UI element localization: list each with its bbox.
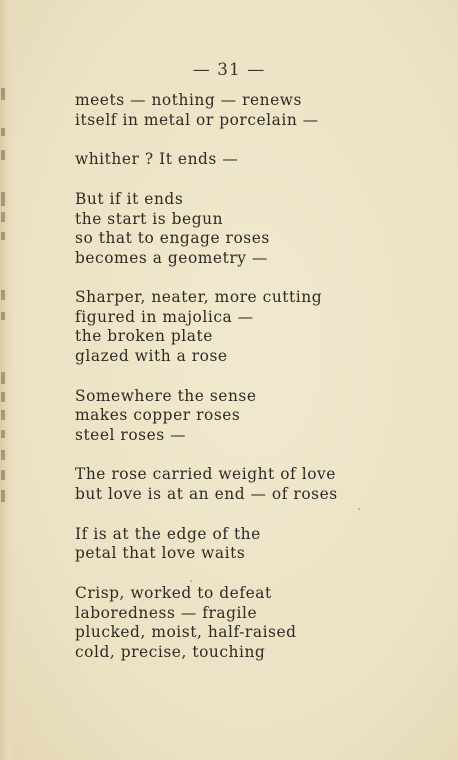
poem-line: so that to engage roses (75, 229, 270, 248)
gutter-bleed-mark (1, 490, 5, 502)
stanza (75, 465, 435, 504)
gutter-bleed-mark (1, 470, 5, 480)
gutter-bleed-mark (1, 430, 5, 438)
poem-line: Crisp, worked to defeat (75, 584, 272, 603)
gutter-bleed-mark (1, 212, 5, 222)
gutter-bleed-mark (1, 372, 5, 384)
gutter-bleed-mark (1, 88, 5, 100)
gutter-bleed-mark (1, 192, 5, 206)
poem-line: itself in metal or porcelain — (75, 110, 319, 129)
gutter-bleed-mark (1, 232, 5, 240)
poem-line: Sharper, neater, more cutting (75, 288, 323, 307)
stanza (75, 525, 435, 564)
poem (75, 91, 435, 682)
gutter-bleed-mark (1, 392, 5, 402)
page-number: — 31 — (192, 60, 266, 80)
stanza (75, 190, 435, 268)
poem-line: petal that love waits (75, 544, 246, 563)
gutter-bleed-mark (1, 312, 5, 320)
poem-line: cold, precise, touching (75, 642, 266, 661)
poem-line: figured in majolica — (75, 307, 254, 326)
stanza (75, 387, 435, 446)
poem-line: glazed with a rose (75, 346, 228, 365)
gutter-bleed-mark (1, 290, 5, 300)
poem-line: but love is at an end — of roses (75, 484, 338, 503)
poem-line: meets — nothing — renews (75, 91, 302, 109)
poem-line: plucked, moist, half-raised (75, 623, 297, 642)
poem-line: whither ? It ends — (75, 150, 239, 169)
poem-line: If is at the edge of the (75, 524, 261, 543)
poem-line: But if it ends (75, 190, 184, 209)
stanza (75, 584, 435, 662)
gutter-bleed-mark (1, 450, 5, 460)
page-gutter (0, 0, 14, 760)
poem-line: the broken plate (75, 327, 213, 346)
poem-line: The rose carried weight of love (75, 465, 336, 484)
poem-line: laboredness — fragile (75, 603, 258, 622)
poem-line: becomes a geometry — (75, 248, 268, 267)
gutter-bleed-mark (1, 410, 5, 420)
poem-line: the start is begun (75, 209, 224, 228)
gutter-bleed-mark (1, 128, 5, 136)
stanza (75, 150, 435, 170)
gutter-bleed-mark (1, 150, 5, 160)
poem-line: Somewhere the sense (75, 386, 257, 405)
stanza (75, 91, 435, 130)
poem-line: steel roses — (75, 425, 187, 444)
poem-line: makes copper roses (75, 406, 241, 425)
stanza (75, 288, 435, 366)
